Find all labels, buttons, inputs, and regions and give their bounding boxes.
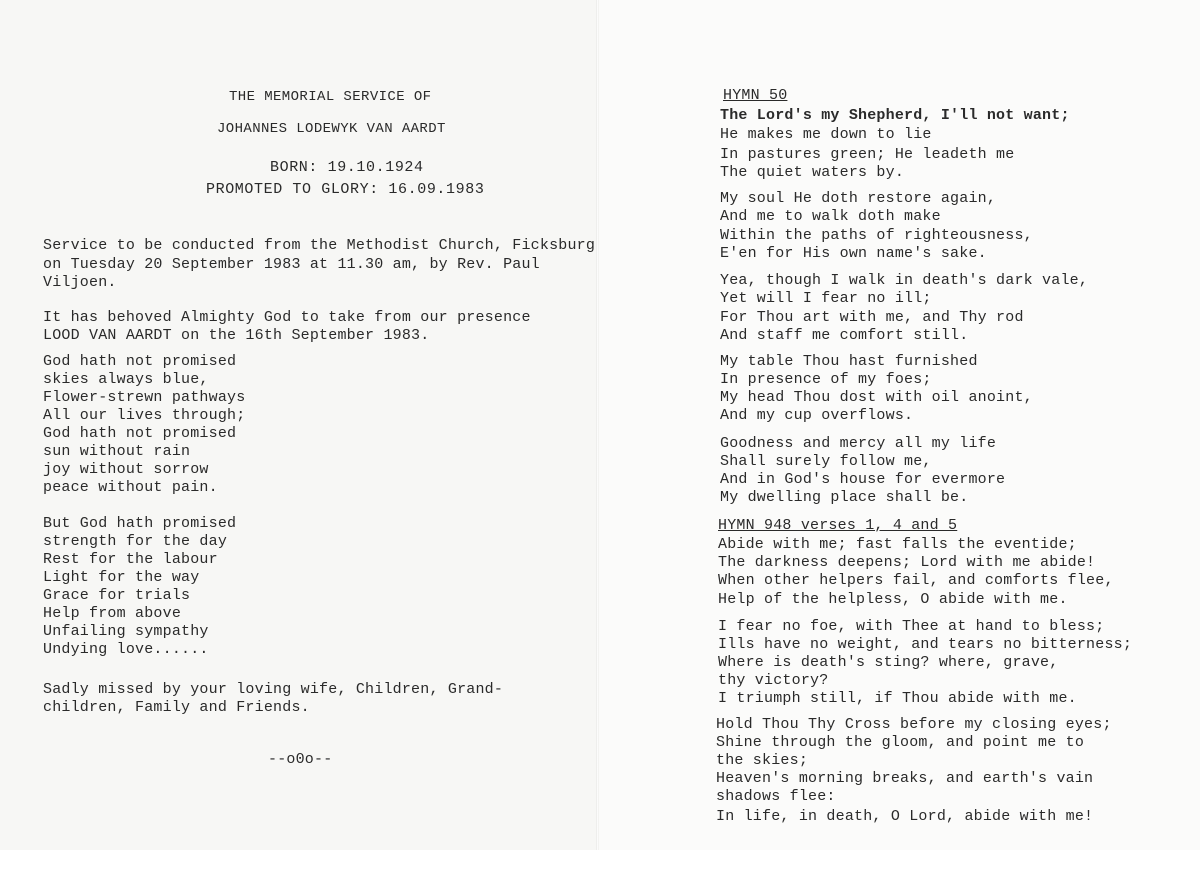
hymn-line: I fear no foe, with Thee at hand to bless; <box>718 618 1105 635</box>
poem-line: Light for the way <box>43 569 200 586</box>
scan-bottom-edge <box>0 850 1200 873</box>
hymn-line: The darkness deepens; Lord with me abide! <box>718 554 1096 571</box>
poem-line: Undying love...... <box>43 641 209 658</box>
hymn-line: Shall surely follow me, <box>720 453 932 470</box>
poem-line: All our lives through; <box>43 407 246 424</box>
hymn-line: E'en for His own name's sake. <box>720 245 987 262</box>
behoved-line: LOOD VAN AARDT on the 16th September 1983. <box>43 327 430 344</box>
poem-line: God hath not promised <box>43 353 237 370</box>
hymn-line: And my cup overflows. <box>720 407 914 424</box>
poem-line: peace without pain. <box>43 479 218 496</box>
hymn-line: And me to walk doth make <box>720 208 941 225</box>
poem-line: strength for the day <box>43 533 228 550</box>
closing-ornament: --o0o-- <box>268 751 333 768</box>
poem-line: God hath not promised <box>43 425 237 442</box>
hymn-line: And in God's house for evermore <box>720 471 1006 488</box>
poem-line: Unfailing sympathy <box>43 623 209 640</box>
hymn-line: And staff me comfort still. <box>720 327 969 344</box>
hymn-line: thy victory? <box>718 672 829 689</box>
service-line: on Tuesday 20 September 1983 at 11.30 am, by Rev. Paul <box>43 256 540 273</box>
hymn-line: Shine through the gloom, and point me to <box>716 734 1085 751</box>
hymn-948-title: HYMN 948 verses 1, 4 and 5 <box>718 517 958 534</box>
service-line: Viljoen. <box>43 274 117 291</box>
hymn-line: the skies; <box>716 752 809 769</box>
poem-line: sun without rain <box>43 443 191 460</box>
hymn-line: Yet will I fear no ill; <box>720 290 932 307</box>
hymn-line: Abide with me; fast falls the eventide; <box>718 536 1077 553</box>
memorial-title: THE MEMORIAL SERVICE OF <box>229 89 432 105</box>
hymn-line: I triumph still, if Thou abide with me. <box>718 690 1077 707</box>
hymn-line: In life, in death, O Lord, abide with me! <box>716 808 1094 825</box>
hymn-line: Where is death's sting? where, grave, <box>718 654 1059 671</box>
behoved-line: It has behoved Almighty God to take from our presence <box>43 309 531 326</box>
hymn-line: He makes me down to lie <box>720 126 932 143</box>
hymn-line: Hold Thou Thy Cross before my closing eyes; <box>716 716 1112 733</box>
poem-line: Help from above <box>43 605 182 622</box>
poem-line: But God hath promised <box>43 515 237 532</box>
poem-line: Grace for trials <box>43 587 191 604</box>
poem-line: skies always blue, <box>43 371 209 388</box>
poem-line: joy without sorrow <box>43 461 209 478</box>
missed-line: children, Family and Friends. <box>43 699 310 716</box>
poem-line: Rest for the labour <box>43 551 218 568</box>
missed-line: Sadly missed by your loving wife, Children, Grand- <box>43 681 504 698</box>
hymn-50-title: HYMN 50 <box>723 87 788 104</box>
poem-line: Flower-strewn pathways <box>43 389 246 406</box>
hymn-line: My table Thou hast furnished <box>720 353 978 370</box>
hymn-line: Within the paths of righteousness, <box>720 227 1033 244</box>
hymn-line: For Thou art with me, and Thy rod <box>720 309 1024 326</box>
hymn-line: Heaven's morning breaks, and earth's vain <box>716 770 1094 787</box>
hymn-line: shadows flee: <box>716 788 836 805</box>
hymn-line: In presence of my foes; <box>720 371 932 388</box>
hymn-line: Ills have no weight, and tears no bitterness; <box>718 636 1133 653</box>
birth-date: BORN: 19.10.1924 <box>270 159 424 176</box>
hymn-line: In pastures green; He leadeth me <box>720 146 1015 163</box>
hymn-line: The Lord's my Shepherd, I'll not want; <box>720 107 1070 124</box>
hymn-line: When other helpers fail, and comforts flee, <box>718 572 1114 589</box>
hymn-line: Help of the helpless, O abide with me. <box>718 591 1068 608</box>
service-line: Service to be conducted from the Methodist Church, Ficksburg <box>43 237 596 254</box>
hymn-line: Goodness and mercy all my life <box>720 435 997 452</box>
promoted-date: PROMOTED TO GLORY: 16.09.1983 <box>206 181 485 198</box>
deceased-name: JOHANNES LODEWYK VAN AARDT <box>217 121 446 137</box>
hymn-line: The quiet waters by. <box>720 164 905 181</box>
hymn-line: My head Thou dost with oil anoint, <box>720 389 1033 406</box>
hymn-line: My soul He doth restore again, <box>720 190 997 207</box>
page-fold <box>596 0 599 850</box>
hymn-line: My dwelling place shall be. <box>720 489 969 506</box>
hymn-line: Yea, though I walk in death's dark vale, <box>720 272 1089 289</box>
